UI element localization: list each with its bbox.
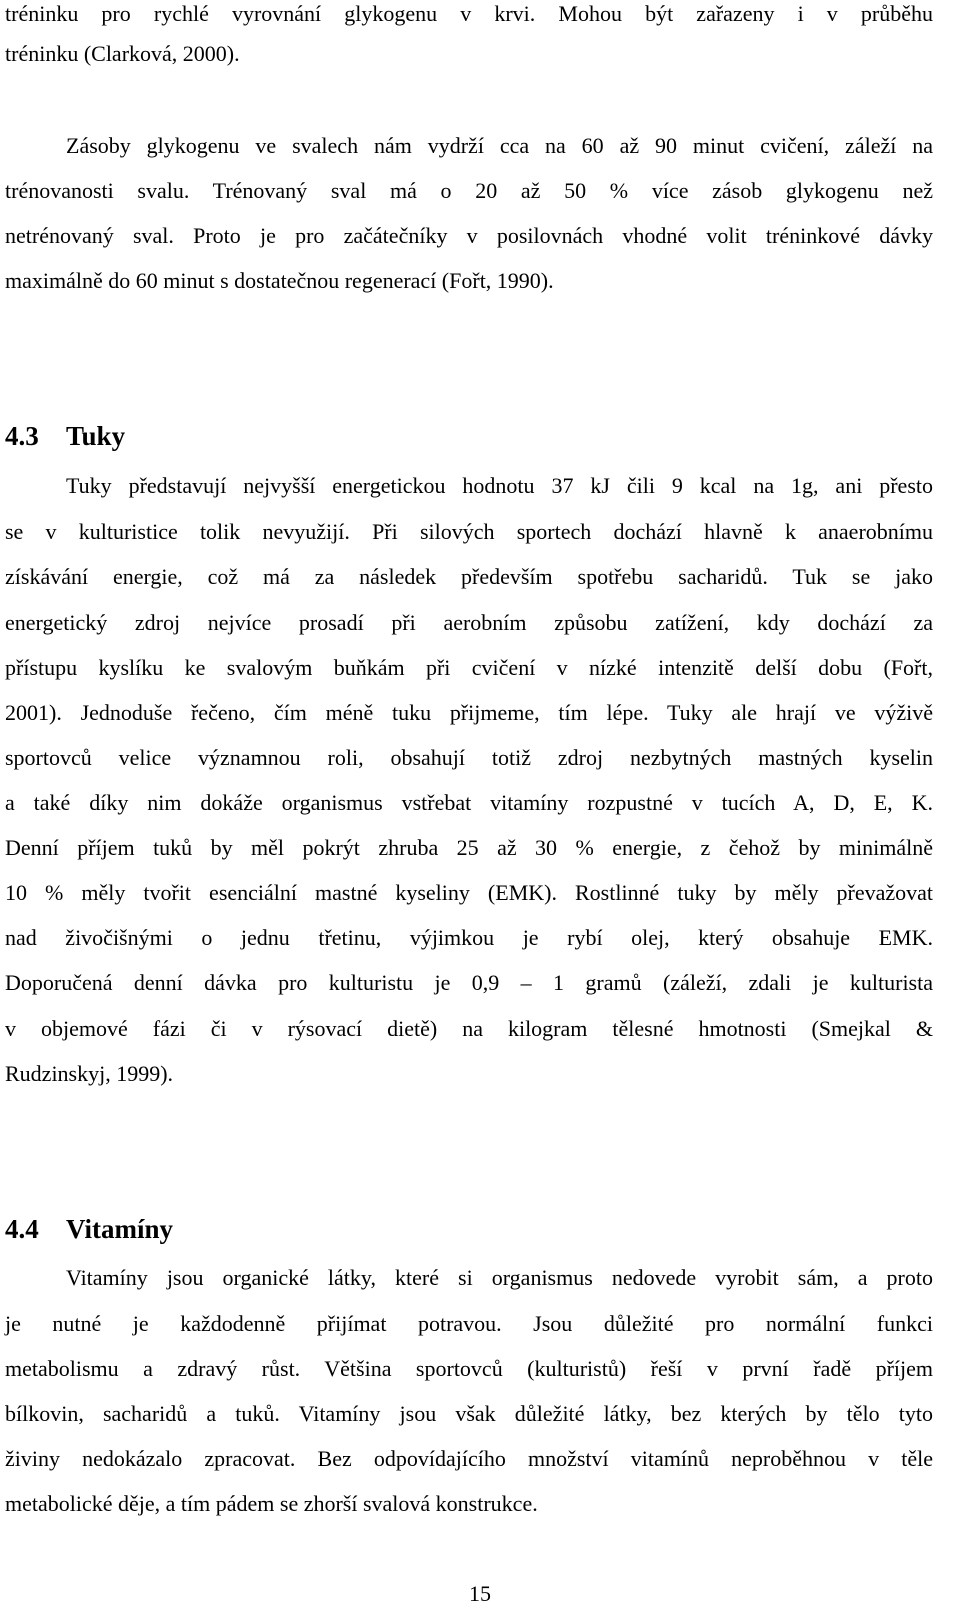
paragraph-line: maximálně do 60 minut s dostatečnou regenerací (Fořt, 1990). — [5, 268, 554, 293]
paragraph-line: přístupu kyslíku ke svalovým buňkám při cvičení v nízké intenzitě delší dobu (Fořt, — [5, 655, 933, 680]
section-title: Tuky — [66, 421, 126, 451]
section-title: Vitamíny — [66, 1214, 173, 1244]
section-number: 4.3 — [5, 421, 39, 451]
paragraph-line: Denní příjem tuků by měl pokrýt zhruba 25 až 30 % energie, z čehož by minimálně — [5, 835, 933, 860]
section-heading-vitaminy — [5, 1212, 173, 1246]
paragraph-line: získávání energie, což má za následek především spotřebu sacharidů. Tuk se jako — [5, 564, 933, 589]
paragraph-line: sportovců velice významnou roli, obsahují totiž zdroj nezbytných mastných kyselin — [5, 745, 933, 770]
paragraph-line: se v kulturistice tolik nevyužijí. Při silových sportech dochází hlavně k anaerobnímu — [5, 519, 933, 544]
paragraph-line: a také díky nim dokáže organismus vstřebat vitamíny rozpustné v tucích A, D, E, K. — [5, 790, 933, 815]
section-heading-tuky — [5, 419, 125, 453]
paragraph-line: trénovanosti svalu. Trénovaný sval má o 20 až 50 % více zásob glykogenu než — [5, 178, 933, 203]
paragraph-line: živiny nedokázalo zpracovat. Bez odpovídajícího množství vitamínů neproběhnou v těle — [5, 1446, 933, 1471]
paragraph-line: Zásoby glykogenu ve svalech nám vydrží cca na 60 až 90 minut cvičení, záleží na — [66, 133, 933, 158]
paragraph-line: je nutné je každodenně přijímat potravou. Jsou důležité pro normální funkci — [5, 1311, 933, 1336]
paragraph-line: Doporučená denní dávka pro kulturistu je 0,9 – 1 gramů (záleží, zdali je kulturista — [5, 970, 933, 995]
paragraph-line: v objemové fázi či v rýsovací dietě) na kilogram tělesné hmotnosti (Smejkal & — [5, 1016, 933, 1041]
page-number: 15 — [469, 1581, 491, 1606]
paragraph-line: Tuky představují nejvyšší energetickou hodnotu 37 kJ čili 9 kcal na 1g, ani přesto — [66, 473, 933, 498]
paragraph-line: metabolismu a zdravý růst. Většina sportovců (kulturistů) řeší v první řadě příjem — [5, 1356, 933, 1381]
paragraph-line: Rudzinskyj, 1999). — [5, 1061, 174, 1086]
paragraph-line: netrénovaný sval. Proto je pro začátečníky v posilovnách vhodné volit tréninkové dávky — [5, 223, 933, 248]
paragraph-line: 2001). Jednoduše řečeno, čím méně tuku přijmeme, tím lépe. Tuky ale hrají ve výživě — [5, 700, 933, 725]
paragraph-line: bílkovin, sacharidů a tuků. Vitamíny jsou však důležité látky, bez kterých by tělo tyto — [5, 1401, 933, 1426]
paragraph-line: Vitamíny jsou organické látky, které si organismus nedovede vyrobit sám, a proto — [66, 1265, 933, 1290]
paragraph-line: tréninku pro rychlé vyrovnání glykogenu v krvi. Mohou být zařazeny i v průběhu — [5, 1, 933, 26]
paragraph-line: tréninku (Clarková, 2000). — [5, 41, 240, 66]
paragraph-line: energetický zdroj nejvíce prosadí při aerobním způsobu zatížení, kdy dochází za — [5, 610, 933, 635]
section-number: 4.4 — [5, 1214, 39, 1244]
paragraph-line: metabolické děje, a tím pádem se zhorší svalová konstrukce. — [5, 1491, 538, 1516]
paragraph-line: 10 % měly tvořit esenciální mastné kyseliny (EMK). Rostlinné tuky by měly převažovat — [5, 880, 933, 905]
paragraph-line: nad živočišnými o jednu třetinu, výjimkou je rybí olej, který obsahuje EMK. — [5, 925, 933, 950]
